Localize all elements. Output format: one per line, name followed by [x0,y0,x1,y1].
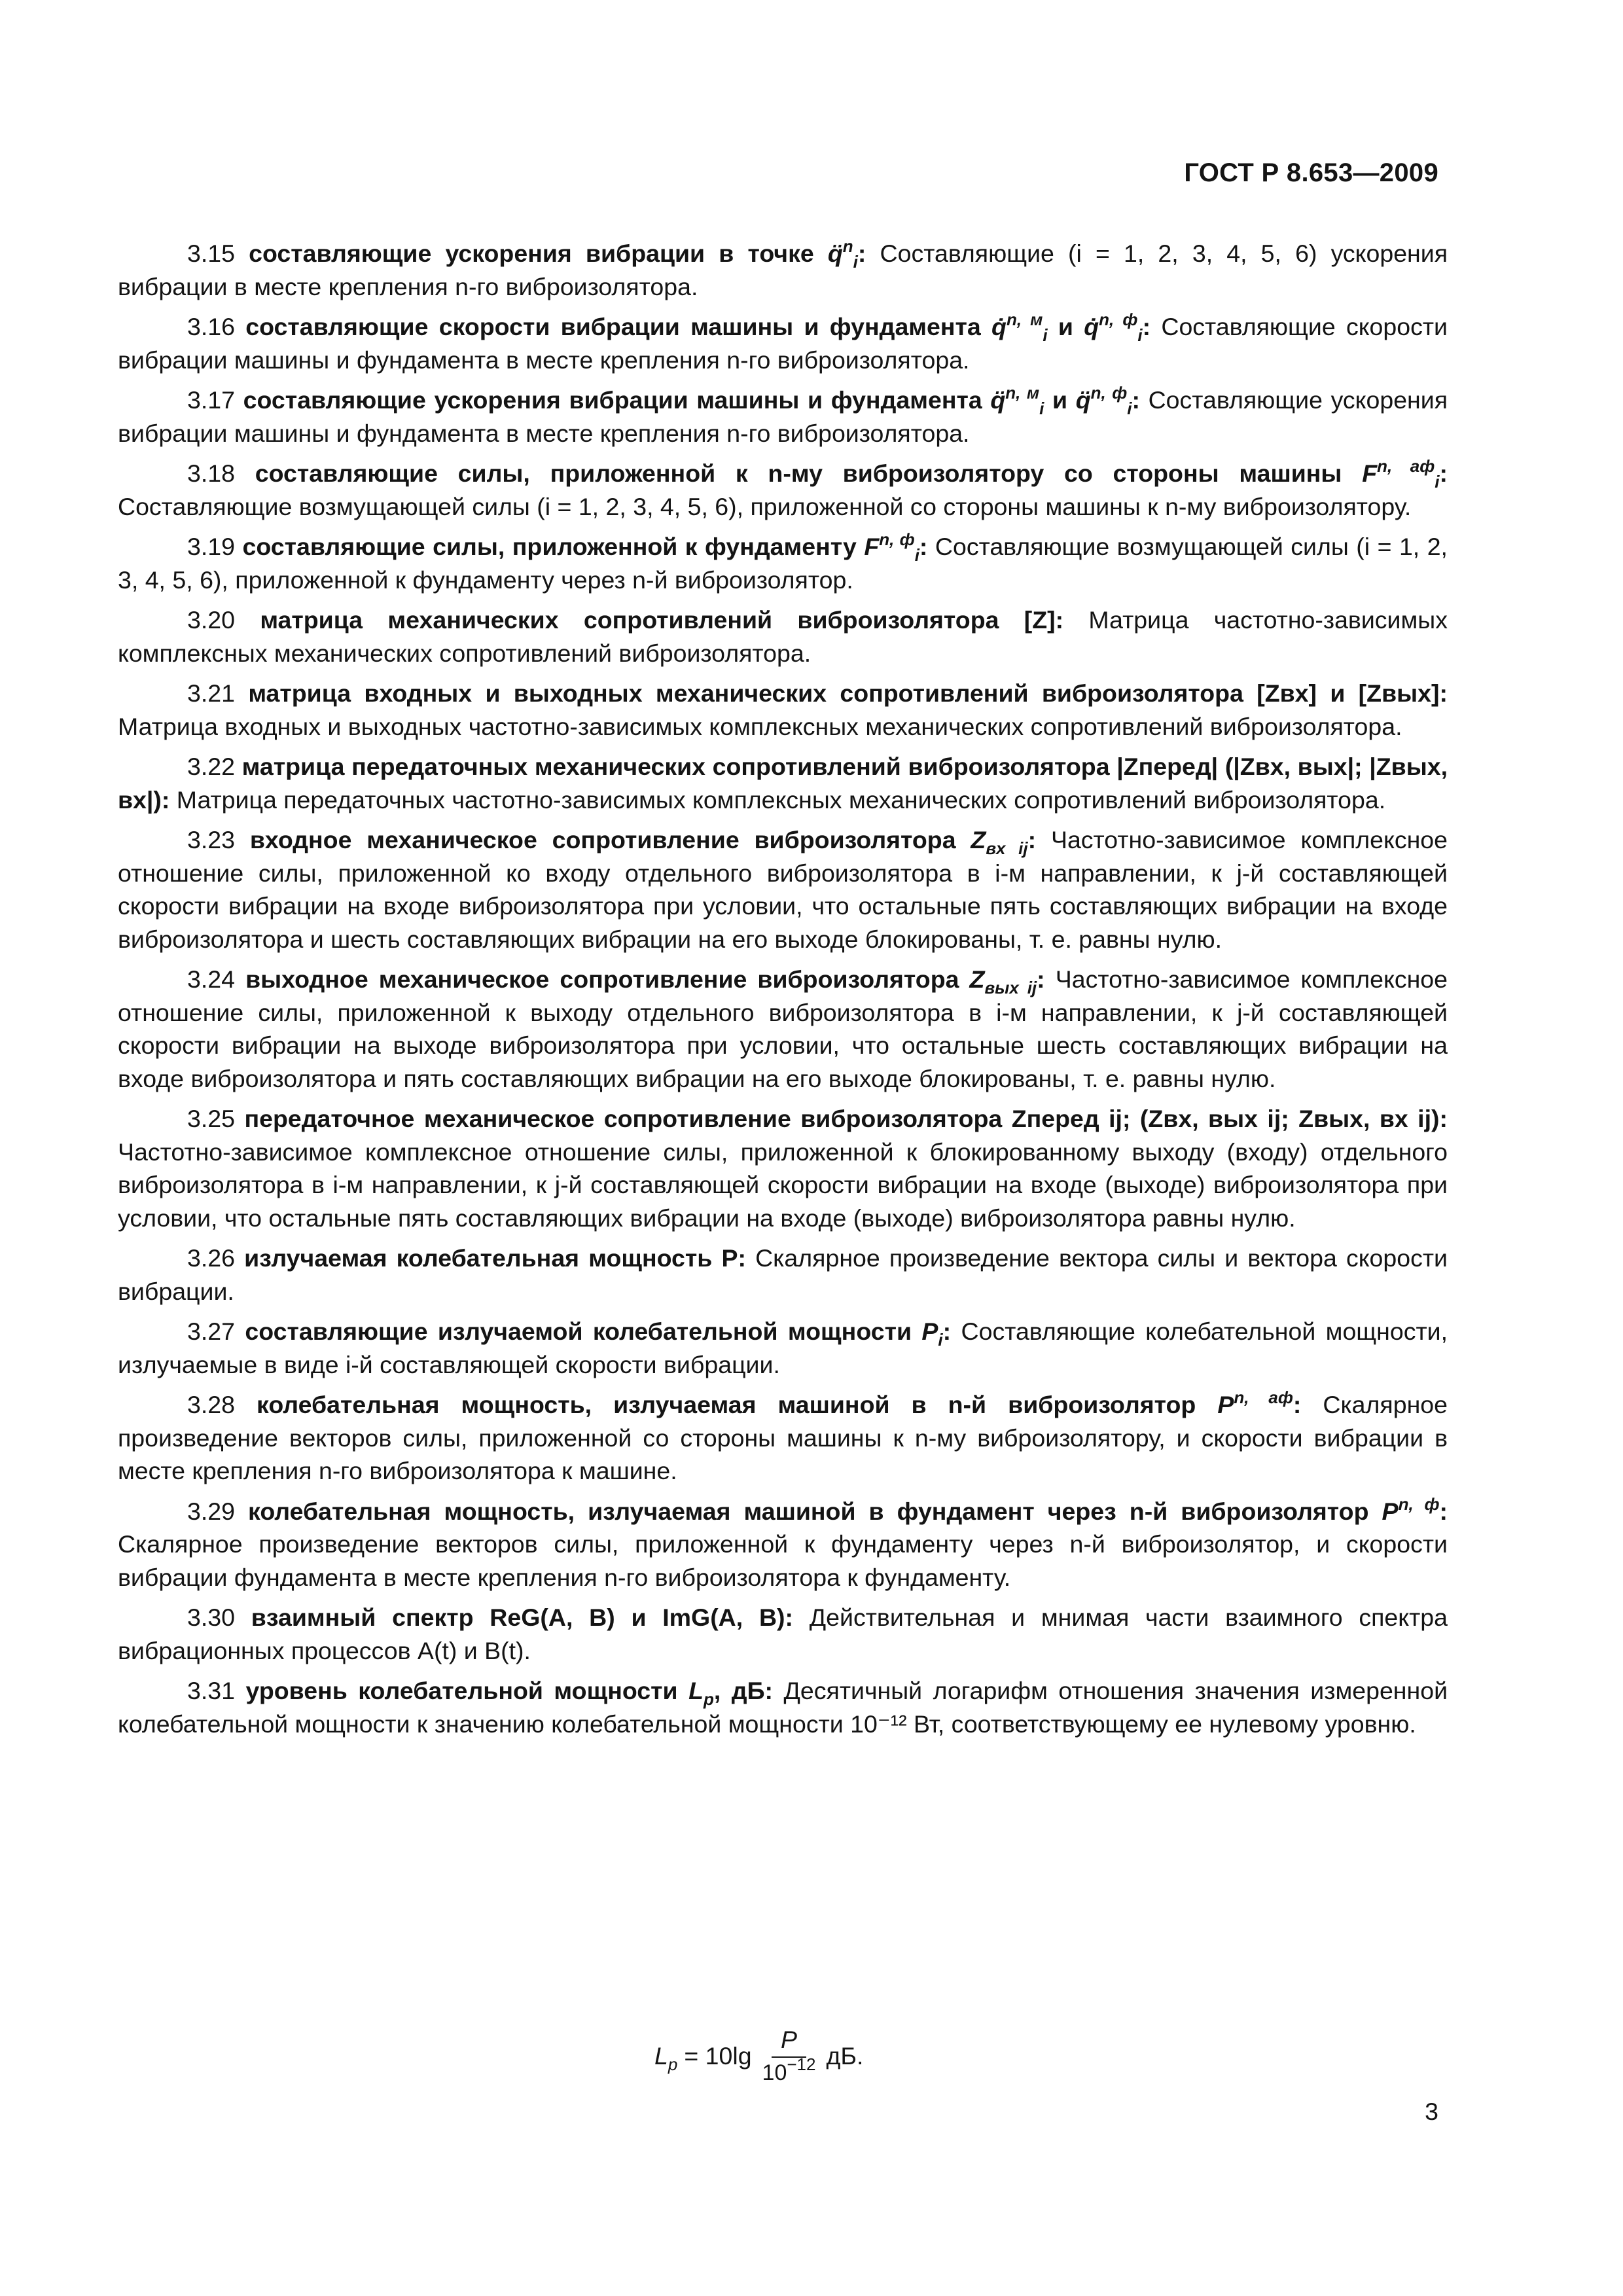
definition-paragraph [118,823,1448,956]
definition-text: Матрица частотно-зависимых комплексных механических сопротивлений виброизолятора. [118,606,1448,667]
term-symbol: q̈$^n_i$ [827,236,858,272]
definition-text: Скалярное произведение вектора силы и вектора скорости вибрации. [118,1244,1448,1305]
term-colon: : [1027,826,1037,853]
definition-term: составляющие силы, приложенной к фундаменту [242,533,857,560]
definition-number: 3.23 [187,826,235,853]
page-number: 3 [1425,2098,1438,2125]
term-symbol: $F^{n, аф}_i$ [1362,456,1440,492]
definition-term: матрица механических сопротивлений виброизолятора [Z]: [260,606,1064,634]
term-colon: : [1439,1497,1448,1525]
definition-number: 3.21 [187,679,235,707]
term-colon: : [919,533,928,560]
definition-number: 3.24 [187,965,235,993]
term-colon: : [1293,1391,1302,1418]
definition-term: составляющие силы, приложенной к n-му виброизолятору со стороны машины [255,459,1342,487]
term-colon: : [1142,313,1151,340]
definition-number: 3.28 [187,1391,235,1418]
definition-paragraph [118,750,1448,816]
definition-number: 3.31 [187,1677,235,1704]
definition-text: Матрица входных и выходных частотно-зависимых комплексных механических сопротивлений виброизолятора. [118,712,1402,740]
power-level-formula [654,2026,863,2086]
term-symbol: q̈$^{n, ф}_i$ [1075,383,1132,418]
definition-paragraph [118,1242,1448,1308]
formula-fraction [762,2026,816,2086]
definition-text: Частотно-зависимое комплексное отношение силы, приложенной к блокированному выходу (входу) отдельного виброизолятора в i-м направлении, к j-й составляющей скорости вибрации на входе (выходе) виброизолятора при условии, что остальные пять составляющих вибрации на входе (выходе) виброизолятора равны нулю. [118,1138,1448,1232]
definition-number: 3.26 [187,1244,235,1272]
definition-paragraph [118,963,1448,1095]
term-connector: и [1044,386,1076,414]
definition-number: 3.25 [187,1105,235,1132]
formula-numerator: P [772,2026,806,2058]
term-symbol: $Z_{вых ij}$ [969,965,1037,997]
definition-term: колебательная мощность, излучаемая машиной в фундамент через n-й виброизолятор [248,1497,1369,1525]
term-symbol: $P^{n, аф}$ [1217,1388,1293,1418]
definition-number: 3.29 [187,1497,235,1525]
document-body [118,237,1448,1748]
term-symbol: $P_i$ [921,1318,943,1350]
definition-number: 3.17 [187,386,235,414]
definition-paragraph [118,1601,1448,1667]
definition-paragraph [118,457,1448,523]
term-symbol: q̇$^{n, м}_i$ [991,310,1048,345]
term-symbol: $P^{n, ф}$ [1382,1494,1440,1525]
term-symbol: q̇$^{n, ф}_i$ [1084,310,1143,345]
definition-term: матрица передаточных механических сопротивлений виброизолятора |Zперед| (|Zвх, вых|; |Zвых, вх|): [118,753,1448,814]
definition-number: 3.15 [187,240,235,267]
definition-term: входное механическое сопротивление виброизолятора [249,826,956,853]
term-colon: : [1439,459,1448,487]
definition-number: 3.22 [187,753,235,780]
term-connector: и [1047,313,1084,340]
formula-lhs: $L_p$ [654,2041,678,2074]
definition-term: излучаемая колебательная мощность P: [244,1244,746,1272]
definition-number: 3.20 [187,606,235,634]
definition-term: колебательная мощность, излучаемая машиной в n-й виброизолятор [257,1391,1196,1418]
definition-text: Частотно-зависимое комплексное отношение силы, приложенной к выходу отдельного виброизолятора в i-м направлении, к j-й составляющей скорости вибрации на выходе виброизолятора при условии, что остальные шесть составляющих вибрации на входе виброизолятора и пять составляющих вибрации на его выходе блокированы, т. е. равны нулю. [118,965,1448,1092]
term-colon: , дБ: [713,1677,774,1704]
definition-term: матрица входных и выходных механических сопротивлений виброизолятора [Zвх] и [Zвых]: [248,679,1448,707]
definition-text: Составляющие возмущающей силы (i = 1, 2, 3, 4, 5, 6), приложенной к фундаменту через n-й виброизолятор. [118,533,1448,594]
definition-text: Матрица передаточных частотно-зависимых комплексных механических сопротивлений виброизолятора. [169,785,1386,814]
definition-text: Частотно-зависимое комплексное отношение силы, приложенной ко входу отдельного виброизолятора в i-м направлении, к j-й составляющей скорости вибрации на входе виброизолятора при условии, что остальные пять составляющих вибрации на входе виброизолятора и шесть составляющих вибрации на его выходе блокированы, т. е. равны нулю. [118,826,1448,953]
definition-number: 3.30 [187,1604,235,1631]
formula-equals: = 10lg [684,2041,752,2070]
definition-paragraph [118,384,1448,450]
definition-paragraph [118,603,1448,670]
definition-text: Составляющие возмущающей силы (i = 1, 2, 3, 4, 5, 6), приложенной со стороны машины к n-му виброизолятору. [118,492,1412,520]
definition-text: Действительная и мнимая части взаимного спектра вибрационных процессов A(t) и B(t). [118,1604,1448,1664]
definition-text: Составляющие скорости вибрации машины и фундамента в месте крепления n-го виброизолятора. [118,313,1448,374]
definition-text: Составляющие ускорения вибрации машины и фундамента в месте крепления n-го виброизолятора. [118,386,1448,447]
term-colon: : [1132,386,1140,414]
definition-paragraph [118,237,1448,303]
formula-denominator: $10^{-12}$ [762,2054,816,2085]
term-symbol: $F^{n, ф}_i$ [864,529,919,565]
definition-paragraph [118,1495,1448,1594]
definition-paragraph [118,1102,1448,1234]
definition-paragraph [118,530,1448,596]
term-symbol: q̈$^{n, м}_i$ [990,383,1044,418]
definition-paragraph [118,1388,1448,1488]
definition-text: Десятичный логарифм отношения значения измеренной колебательной мощности к значению колебательной мощности 10⁻¹² Вт, соответствующему ее нулевому уровню. [118,1677,1448,1738]
definition-term: уровень колебательной мощности [245,1677,678,1704]
document-header-title: ГОСТ Р 8.653—2009 [1184,158,1438,187]
definition-term: составляющие ускорения вибрации в точке [249,240,814,267]
definition-term: передаточное механическое сопротивление виброизолятора Zперед ij; (Zвх, вых ij; Zвых, вх ij): [244,1105,1448,1132]
definition-paragraph [118,1315,1448,1381]
definition-text: Скалярное произведение векторов силы, приложенной к фундаменту через n-й виброизолятор, и скорости вибрации фундамента в месте крепления n-го виброизолятора к фундаменту. [118,1530,1448,1591]
term-symbol: $L_p$ [688,1677,714,1709]
definition-text: Скалярное произведение векторов силы, приложенной со стороны машины к n-му виброизолятору, и скорости вибрации в месте крепления n-го виброизолятора к машине. [118,1391,1448,1484]
definition-number: 3.27 [187,1318,235,1345]
definition-term: составляющие ускорения вибрации машины и фундамента [243,386,982,414]
formula-unit: дБ. [826,2041,864,2070]
term-colon: : [1037,965,1045,993]
definition-number: 3.19 [187,533,235,560]
definition-term: составляющие излучаемой колебательной мощности [245,1318,912,1345]
definition-text: Составляющие (i = 1, 2, 3, 4, 5, 6) ускорения вибрации в месте крепления n-го виброизолятора. [118,240,1448,300]
definition-paragraph [118,677,1448,743]
term-colon: : [857,240,866,267]
term-symbol: $Z_{вх ij}$ [971,826,1028,858]
definition-text: Составляющие колебательной мощности, излучаемые в виде i-й составляющей скорости вибрации. [118,1318,1448,1378]
definition-term: составляющие скорости вибрации машины и фундамента [245,313,981,340]
definition-number: 3.16 [187,313,235,340]
definition-paragraph [118,310,1448,376]
term-colon: : [942,1318,952,1345]
definition-paragraph [118,1674,1448,1740]
definition-term: выходное механическое сопротивление виброизолятора [245,965,959,993]
definition-number: 3.18 [187,459,235,487]
definition-term: взаимный спектр ReG(A, B) и ImG(A, B): [251,1604,794,1631]
